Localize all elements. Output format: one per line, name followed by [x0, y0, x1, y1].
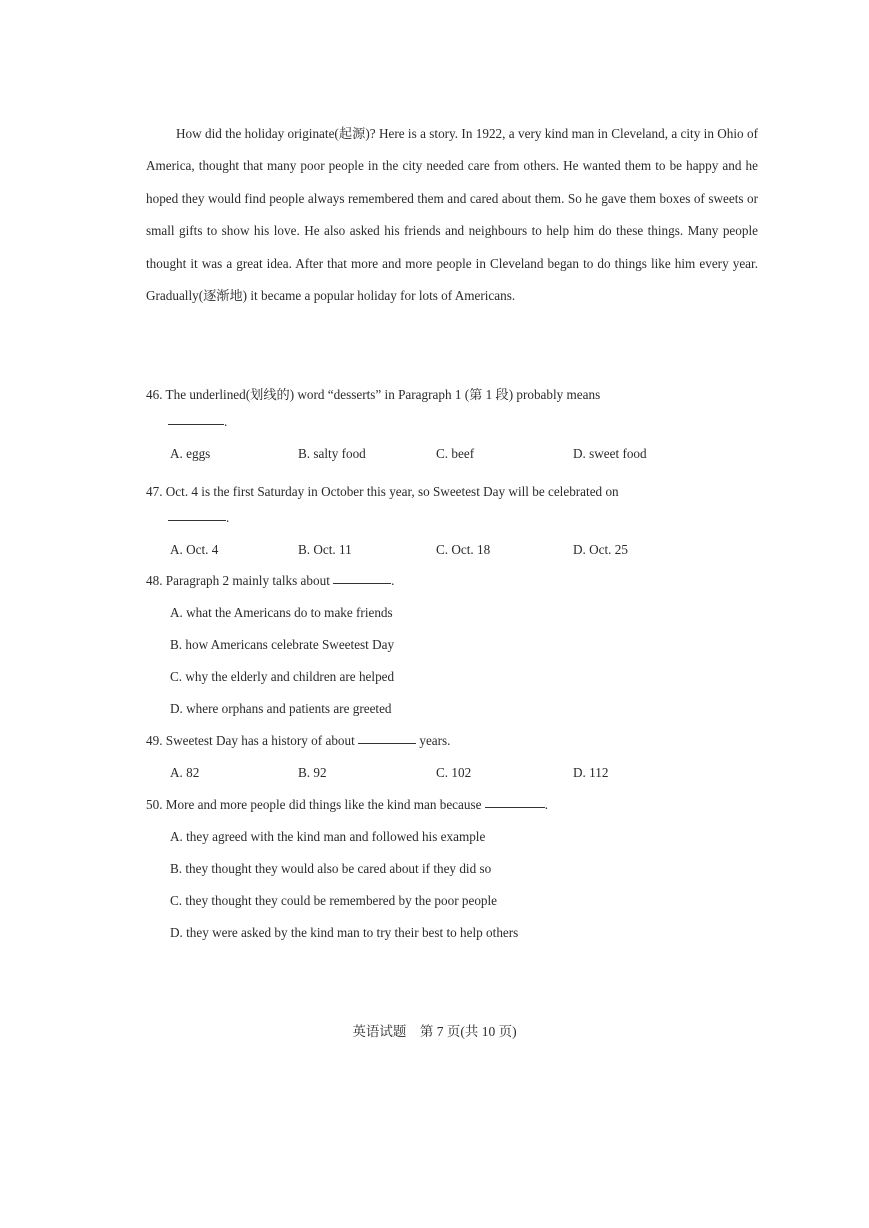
- question-49-option-b[interactable]: B. 92: [298, 765, 327, 780]
- question-49-tail: years.: [419, 733, 451, 748]
- question-46-option-b[interactable]: B. salty food: [298, 446, 366, 461]
- answer-blank[interactable]: [168, 414, 224, 425]
- question-46-option-a[interactable]: A. eggs: [170, 446, 211, 461]
- question-46-tail: .: [224, 414, 228, 429]
- question-47: [146, 475, 758, 508]
- question-49-stem: 49. Sweetest Day has a history of about: [146, 733, 355, 748]
- question-46-stem: 46. The underlined(划线的) word “desserts” in Paragraph 1 (第 1 段) probably means: [146, 387, 601, 402]
- page-footer: 英语试题 第 7 页(共 10 页): [352, 1024, 517, 1039]
- question-48-option-d[interactable]: D. where orphans and patients are greeted: [170, 701, 392, 716]
- answer-blank[interactable]: [168, 510, 226, 521]
- question-48-option-a[interactable]: A. what the Americans do to make friends: [170, 605, 393, 620]
- question-50-option-c[interactable]: C. they thought they could be remembered by the poor people: [170, 893, 498, 908]
- answer-blank[interactable]: [333, 573, 391, 584]
- question-50-option-d[interactable]: D. they were asked by the kind man to try their best to help others: [170, 925, 519, 940]
- question-47-option-c[interactable]: C. Oct. 18: [436, 542, 491, 557]
- question-46-option-c[interactable]: C. beef: [436, 446, 475, 461]
- question-47-tail: .: [226, 510, 230, 525]
- question-47-option-d[interactable]: D. Oct. 25: [573, 542, 628, 557]
- question-47-option-a[interactable]: A. Oct. 4: [170, 542, 219, 557]
- question-50-option-b[interactable]: B. they thought they would also be cared about if they did so: [170, 861, 492, 876]
- question-49-option-c[interactable]: C. 102: [436, 765, 472, 780]
- question-48-stem: 48. Paragraph 2 mainly talks about: [146, 573, 330, 588]
- question-47-answer-line: [146, 510, 229, 526]
- question-48-tail: .: [391, 573, 395, 588]
- question-48: [146, 573, 394, 589]
- question-49-option-d[interactable]: D. 112: [573, 765, 609, 780]
- passage-paragraph: How did the holiday originate(起源)? Here is a story. In 1922, a very kind man in Cleveland, a city in Ohio of America, thought that many poor people in the city needed care from others. He wanted them to be happy and he hoped they would find people always remembered them and cared about them. So he gave them boxes of sweets or small gifts to show his love. He also asked his friends and neighbours to help him do these things. Many people thought it was a great idea. After that more and more people in Cleveland began to do things like him every year. Gradually(逐渐地) it became a popular holiday for lots of Americans.: [146, 126, 758, 304]
- question-50-tail: .: [544, 797, 549, 812]
- answer-blank[interactable]: [485, 797, 545, 808]
- reading-passage: [146, 118, 758, 312]
- question-46: [146, 378, 758, 411]
- question-46-option-d[interactable]: D. sweet food: [573, 446, 647, 461]
- question-47-stem: 47. Oct. 4 is the first Saturday in October this year, so Sweetest Day will be celebrated on: [146, 484, 619, 499]
- question-48-option-b[interactable]: B. how Americans celebrate Sweetest Day: [170, 637, 395, 652]
- answer-blank[interactable]: [358, 733, 416, 744]
- question-47-option-b[interactable]: B. Oct. 11: [298, 542, 352, 557]
- question-50-option-a[interactable]: A. they agreed with the kind man and followed his example: [170, 829, 486, 844]
- question-46-answer-line: [146, 414, 227, 430]
- question-50: [146, 797, 548, 813]
- question-49-option-a[interactable]: A. 82: [170, 765, 200, 780]
- question-49: [146, 733, 450, 749]
- question-50-stem: 50. More and more people did things like the kind man because: [146, 797, 482, 812]
- question-48-option-c[interactable]: C. why the elderly and children are helped: [170, 669, 395, 684]
